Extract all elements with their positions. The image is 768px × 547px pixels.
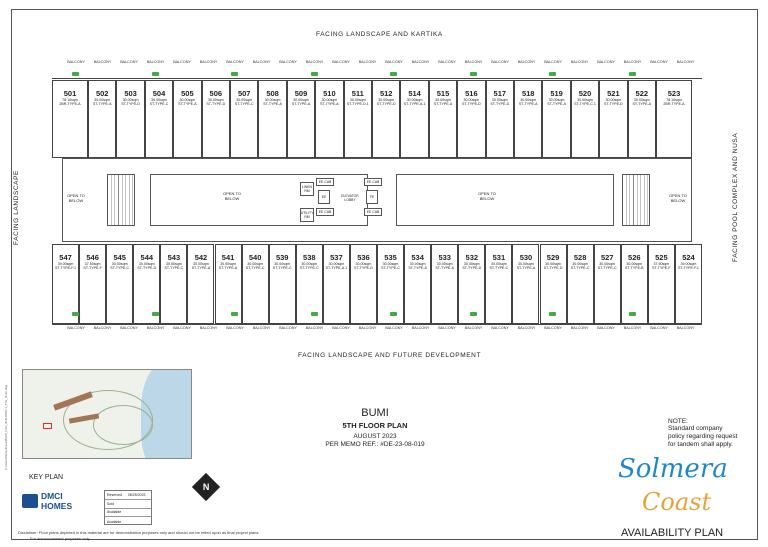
unit-number: 517 — [493, 89, 507, 98]
unit-area: 30.00sqm — [463, 262, 480, 266]
developer-name: DMCI HOMES — [40, 491, 73, 511]
unit-area: 78.10sqm — [666, 98, 682, 102]
unit-type: ST-TYPE-C — [299, 266, 319, 271]
unit-512[interactable] — [372, 80, 400, 158]
unit-505[interactable] — [173, 80, 201, 158]
unit-area: 30.00sqm — [548, 98, 565, 102]
unit-546[interactable] — [79, 244, 106, 324]
planter-icon — [72, 72, 79, 76]
unit-507[interactable] — [230, 80, 258, 158]
unit-type: ST-TYPE-C.1 — [574, 102, 596, 107]
balcony-label: BALCONY — [411, 60, 430, 64]
unit-number: 525 — [655, 253, 668, 262]
balcony-label: BALCONY — [544, 326, 562, 330]
unit-area: 30.00sqm — [599, 262, 616, 266]
balcony-label: BALCONY — [93, 326, 112, 330]
balcony-label: BALCONY — [146, 60, 165, 64]
note-heading: NOTE: — [668, 418, 688, 425]
balcony-label: BALCONY — [226, 326, 244, 330]
facing-top-label: FACING LANDSCAPE AND KARTIKA — [316, 31, 443, 38]
unit-number: 515 — [436, 89, 450, 98]
unit-type: ST-TYPE-A.1 — [403, 102, 426, 107]
unit-type: ST-TYPE-C — [234, 102, 254, 107]
unit-number: 516 — [465, 89, 478, 98]
balcony-label: BALCONY — [226, 60, 244, 64]
unit-area: 37.50sqm — [84, 262, 101, 266]
unit-number: 533 — [438, 253, 451, 262]
balcony-label: BALCONY — [517, 60, 536, 64]
unit-514[interactable] — [400, 80, 428, 158]
planter-icon — [629, 312, 636, 316]
facing-right-label: FACING POOL COMPLEX AND NUSA — [732, 132, 739, 262]
unit-number: 507 — [237, 89, 251, 98]
unit-number: 541 — [221, 253, 235, 262]
unit-area: 30.00sqm — [111, 262, 128, 266]
planter-icon — [152, 312, 159, 316]
unit-538[interactable] — [296, 244, 323, 324]
balcony-label: BALCONY — [491, 326, 509, 330]
open-to-below-center-right — [396, 174, 614, 226]
planter-icon — [72, 312, 79, 316]
unit-area: 30.00sqm — [545, 262, 561, 266]
unit-type: ST-TYPE-C — [245, 266, 265, 271]
unit-number: 545 — [113, 253, 126, 262]
unit-number: 539 — [275, 253, 289, 262]
unit-area: 30.00sqm — [193, 262, 209, 266]
unit-509[interactable] — [287, 80, 315, 158]
unit-number: 529 — [546, 253, 560, 262]
building-location-marker — [43, 423, 52, 429]
unit-type: ST-TYPE-A — [433, 102, 453, 107]
balcony-label: BALCONY — [570, 60, 589, 64]
note-body: Standard company policy regarding request for tandem shall apply. — [668, 425, 738, 448]
unit-539[interactable] — [269, 244, 296, 324]
unit-area: 30.00sqm — [94, 98, 111, 102]
unit-number: 537 — [330, 253, 343, 262]
balcony-label: BALCONY — [438, 60, 456, 64]
unit-537[interactable] — [323, 244, 350, 324]
planter-icon — [390, 312, 397, 316]
unit-number: 527 — [600, 253, 614, 262]
unit-527[interactable] — [594, 244, 621, 324]
balcony-label: BALCONY — [332, 326, 350, 330]
unit-type: ST-TYPE-D — [461, 102, 481, 107]
ee-box: EE — [318, 190, 330, 204]
unit-area: 30.00sqm — [355, 262, 372, 266]
unit-number: 540 — [248, 253, 262, 262]
linen-room: LINEN RM — [300, 182, 314, 196]
unit-number: 521 — [607, 89, 620, 98]
unit-502[interactable] — [88, 80, 116, 158]
unit-area: 30.00sqm — [436, 262, 453, 266]
unit-area: 30.00sqm — [378, 98, 395, 102]
unit-type: ST-TYPE-C — [597, 266, 617, 271]
floor-plan-title: 5TH FLOOR PLAN — [342, 421, 408, 430]
unit-number: 534 — [411, 253, 424, 262]
balcony-label: BALCONY — [570, 326, 589, 330]
unit-type: ST-TYPE-C — [381, 266, 400, 271]
unit-type: ST-TYPE-D — [603, 102, 623, 107]
planter-icon — [311, 72, 318, 76]
balcony-label: BALCONY — [676, 326, 695, 330]
unit-number: 514 — [408, 89, 421, 98]
unit-type: ST-TYPE-D — [376, 102, 396, 107]
unit-type: ST-TYPE-D — [121, 102, 140, 107]
unit-545[interactable] — [106, 244, 133, 324]
unit-number: 503 — [124, 89, 137, 98]
balcony-label: BALCONY — [279, 326, 297, 330]
key-plan-map — [22, 369, 192, 459]
availability-plan-label: AVAILABILITY PLAN — [621, 527, 724, 539]
unit-517[interactable] — [486, 80, 514, 158]
utility-room: UTILITY RM — [300, 208, 314, 222]
unit-area: 30.00sqm — [435, 98, 451, 102]
plan-date: AUGUST 2023 — [353, 433, 397, 440]
balcony-label: BALCONY — [67, 60, 85, 64]
unit-type: ST-TYPE-A — [191, 266, 211, 271]
unit-type: ST-TYPE-A.1 — [325, 266, 348, 271]
unit-540[interactable] — [242, 244, 269, 324]
balcony-label: BALCONY — [411, 326, 430, 330]
unit-516[interactable] — [457, 80, 485, 158]
balcony-label: BALCONY — [120, 60, 138, 64]
unit-area: 30.00sqm — [301, 262, 318, 266]
unit-number: 519 — [550, 89, 563, 98]
unit-type: ST-TYPE-A — [263, 102, 282, 107]
unit-number: 531 — [492, 253, 506, 262]
unit-type: ST-TYPE-A — [291, 102, 311, 107]
unit-type: 2BR-TYPE-A — [59, 102, 81, 107]
planter-icon — [311, 312, 318, 316]
unit-area: 30.00sqm — [122, 98, 139, 102]
unit-type: ST-TYPE-C — [110, 266, 130, 271]
balcony-label: BALCONY — [623, 326, 642, 330]
planter-icon — [231, 312, 238, 316]
balcony-label: BALCONY — [120, 326, 138, 330]
unit-area: 30.00sqm — [409, 262, 426, 266]
balcony-label: BALCONY — [438, 326, 456, 330]
balcony-label: BALCONY — [385, 326, 403, 330]
unit-501[interactable] — [52, 80, 88, 158]
open-label-left: OPEN TO BELOW — [67, 193, 85, 203]
balcony-label: BALCONY — [517, 326, 536, 330]
unit-type: ST-TYPE-A — [92, 102, 112, 107]
memo-reference: PER MEMO REF.: #DE-23-08-019 — [325, 441, 425, 448]
unit-number: 504 — [152, 89, 166, 98]
unit-504[interactable] — [145, 80, 173, 158]
unit-area: 30.00sqm — [321, 98, 338, 102]
unit-518[interactable] — [514, 80, 542, 158]
open-label-right: OPEN TO BELOW — [669, 193, 687, 203]
unit-type: ST-TYPE-F — [83, 266, 102, 271]
stair-right — [622, 174, 650, 226]
ee-cab-2: EE CAB — [316, 208, 334, 216]
balcony-label: BALCONY — [597, 326, 615, 330]
balcony-label: BALCONY — [67, 326, 85, 330]
dmci-icon — [22, 494, 38, 508]
building-name: BUMI — [361, 407, 389, 419]
unit-number: 520 — [578, 89, 592, 98]
balcony-label: BALCONY — [623, 60, 642, 64]
legend-row-1: Reserved 08/25/2023 — [105, 491, 151, 500]
unit-525[interactable] — [648, 244, 675, 324]
unit-508[interactable] — [258, 80, 286, 158]
unit-523[interactable] — [656, 80, 692, 158]
facing-left-label: FACING LANDSCAPE — [13, 170, 20, 245]
unit-area: 30.00sqm — [605, 98, 622, 102]
unit-534[interactable] — [404, 244, 431, 324]
unit-type: ST-TYPE-F.1 — [677, 266, 699, 271]
planter-icon — [470, 72, 477, 76]
balcony-label: BALCONY — [146, 326, 165, 330]
planter-icon — [629, 72, 636, 76]
unit-area: 30.00sqm — [633, 98, 650, 102]
balcony-label: BALCONY — [650, 60, 668, 64]
unit-number: 544 — [140, 253, 154, 262]
unit-number: 535 — [384, 253, 397, 262]
unit-type: ST-TYPE-A — [518, 102, 538, 107]
open-label-center-right: OPEN TO BELOW — [478, 191, 496, 201]
elevator-lobby: ELEVATOR LOBBY — [336, 190, 364, 206]
unit-type: ST-TYPE-A — [516, 266, 536, 271]
unit-type: ST-TYPE-C — [149, 102, 169, 107]
unit-number: 528 — [573, 253, 587, 262]
unit-type: ST-TYPE-F — [652, 266, 671, 271]
unit-number: 506 — [209, 89, 223, 98]
unit-area: 30.00sqm — [328, 262, 345, 266]
balcony-label: BALCONY — [252, 326, 271, 330]
legend-row-4: Available — [107, 519, 122, 524]
unit-number: 543 — [167, 253, 181, 262]
unit-type: ST-TYPE-A — [218, 266, 238, 271]
unit-number: 532 — [465, 253, 479, 262]
unit-area: 39.00sqm — [680, 262, 697, 266]
balcony-label: BALCONY — [491, 60, 509, 64]
unit-type: ST-TYPE-D — [543, 266, 563, 271]
unit-area: 37.50sqm — [653, 262, 670, 266]
unit-type: ST-TYPE-A — [178, 102, 197, 107]
balcony-label: BALCONY — [279, 60, 297, 64]
planter-icon — [549, 72, 556, 76]
unit-area: 30.00sqm — [179, 98, 196, 102]
unit-number: 522 — [635, 89, 649, 98]
unit-area: 30.00sqm — [247, 262, 264, 266]
unit-number: 547 — [59, 253, 72, 262]
key-plan-label: KEY PLAN — [29, 474, 64, 481]
unit-type: ST-TYPE-C — [570, 266, 590, 271]
fe-box: FE — [366, 190, 378, 204]
balcony-label: BALCONY — [597, 60, 615, 64]
planter-icon — [231, 72, 238, 76]
unit-number: 511 — [351, 89, 364, 98]
unit-area: 30.00sqm — [518, 262, 534, 266]
unit-number: 501 — [63, 89, 77, 98]
unit-area: 30.00sqm — [207, 98, 224, 102]
unit-area: 30.00sqm — [463, 98, 480, 102]
floor-plan — [32, 62, 722, 342]
balcony-label: BALCONY — [544, 60, 562, 64]
unit-type: ST-TYPE-A — [632, 102, 652, 107]
unit-area: 30.00sqm — [264, 98, 281, 102]
unit-area: 30.00sqm — [490, 262, 507, 266]
balcony-label: BALCONY — [252, 60, 271, 64]
unit-type: ST-TYPE-B — [625, 266, 644, 271]
planter-icon — [390, 72, 397, 76]
unit-type: ST-TYPE-A — [547, 102, 566, 107]
unit-type: ST-TYPE-C — [272, 266, 292, 271]
legend-row-3: Available — [105, 509, 151, 518]
unit-type: ST-TYPE-F.1 — [55, 266, 77, 271]
unit-number: 512 — [379, 89, 393, 98]
unit-area: 30.00sqm — [165, 262, 182, 266]
balcony-label: BALCONY — [464, 326, 483, 330]
disclaimer-text: Disclaimer: Floor plans depicted in this material are for demonstration purposes only and should not be relied upon as final project plans. — [18, 530, 260, 535]
planter-icon — [152, 72, 159, 76]
legend-table — [104, 490, 152, 525]
unit-area: 39.00sqm — [57, 262, 74, 266]
unit-area: 30.00sqm — [236, 98, 253, 102]
unit-number: 546 — [86, 253, 99, 262]
unit-number: 536 — [357, 253, 370, 262]
open-label-center-left: OPEN TO BELOW — [223, 191, 241, 201]
north-arrow-icon: N — [192, 473, 220, 501]
unit-519[interactable] — [542, 80, 570, 158]
unit-type: ST-TYPE-C — [164, 266, 184, 271]
unit-number: 518 — [521, 89, 535, 98]
unit-area: 30.00sqm — [274, 262, 291, 266]
balcony-label: BALCONY — [358, 326, 377, 330]
unit-528[interactable] — [567, 244, 594, 324]
unit-number: 509 — [294, 89, 308, 98]
unit-area: 30.00sqm — [491, 98, 508, 102]
unit-type: ST-TYPE-D — [137, 266, 157, 271]
balcony-label: BALCONY — [305, 60, 324, 64]
unit-type: ST-TYPE-D — [462, 266, 482, 271]
ee-cab-1: EE CAB — [316, 178, 334, 186]
unit-type: ST-TYPE-A — [320, 102, 339, 107]
disclaimer-text-2: For announcement purposes only. — [30, 536, 91, 541]
developer-logo — [22, 490, 96, 512]
planter-icon — [470, 312, 477, 316]
unit-type: ST-TYPE-D — [490, 102, 510, 107]
unit-number: 523 — [667, 89, 681, 98]
unit-number: 502 — [95, 89, 109, 98]
unit-511[interactable] — [344, 80, 372, 158]
unit-type: 2BR-TYPE-A — [663, 102, 685, 107]
unit-area: 30.00sqm — [406, 98, 423, 102]
unit-number: 538 — [303, 253, 316, 262]
unit-type: ST-TYPE-D — [206, 102, 226, 107]
unit-number: 508 — [266, 89, 279, 98]
unit-530[interactable] — [512, 244, 539, 324]
facing-bottom-label: FACING LANDSCAPE AND FUTURE DEVELOPMENT — [298, 352, 482, 359]
balcony-label: BALCONY — [385, 60, 403, 64]
balcony-label: BALCONY — [173, 60, 191, 64]
unit-area: 30.00sqm — [138, 262, 155, 266]
unit-number: 524 — [682, 253, 695, 262]
unit-type: ST-TYPE-A — [408, 266, 427, 271]
unit-area: 30.00sqm — [293, 98, 309, 102]
unit-number: 505 — [181, 89, 194, 98]
balcony-label: BALCONY — [173, 326, 191, 330]
unit-number: 530 — [519, 253, 533, 262]
unit-type: ST-TYPE-D.1 — [346, 102, 369, 107]
file-path-text: C:\Users\file\Solmera\BUMI_CAD_BUILDING 1_5TH_Bumi.dwg — [4, 384, 8, 470]
ee-cab-4: EE CAB — [364, 208, 382, 216]
brand-logo-coast: Coast — [642, 488, 712, 516]
legend-row-2: Sold — [105, 500, 151, 509]
balcony-label: BALCONY — [676, 60, 695, 64]
unit-number: 542 — [194, 253, 208, 262]
unit-520[interactable] — [571, 80, 599, 158]
unit-524[interactable] — [675, 244, 702, 324]
unit-510[interactable] — [315, 80, 343, 158]
unit-536[interactable] — [350, 244, 377, 324]
unit-area: 30.00sqm — [572, 262, 589, 266]
unit-533[interactable] — [431, 244, 458, 324]
balcony-label: BALCONY — [358, 60, 377, 64]
balcony-label: BALCONY — [199, 60, 218, 64]
balcony-label: BALCONY — [650, 326, 668, 330]
unit-506[interactable] — [202, 80, 230, 158]
unit-515[interactable] — [429, 80, 457, 158]
unit-type: ST-TYPE-C — [489, 266, 509, 271]
balcony-label: BALCONY — [332, 60, 350, 64]
unit-area: 30.00sqm — [220, 262, 236, 266]
brand-logo-solmera: Solmera — [618, 454, 728, 484]
unit-521[interactable] — [599, 80, 627, 158]
unit-number: 526 — [628, 253, 641, 262]
stair-left — [107, 174, 135, 226]
unit-503[interactable] — [116, 80, 144, 158]
unit-area: 30.00sqm — [626, 262, 643, 266]
unit-type: ST-TYPE-D — [354, 266, 373, 271]
unit-522[interactable] — [628, 80, 656, 158]
ee-cab-3: EE CAB — [364, 178, 382, 186]
balcony-label: BALCONY — [93, 60, 112, 64]
unit-531[interactable] — [485, 244, 512, 324]
unit-area: 30.00sqm — [349, 98, 366, 102]
unit-area: 78.10sqm — [62, 98, 78, 102]
balcony-label: BALCONY — [305, 326, 324, 330]
balcony-label: BALCONY — [464, 60, 483, 64]
balcony-label: BALCONY — [199, 326, 218, 330]
unit-area: 30.00sqm — [520, 98, 537, 102]
unit-542[interactable] — [187, 244, 214, 324]
unit-type: ST-TYPE-A — [435, 266, 454, 271]
unit-area: 30.00sqm — [382, 262, 399, 266]
unit-543[interactable] — [160, 244, 187, 324]
planter-icon — [549, 312, 556, 316]
unit-area: 30.00sqm — [151, 98, 167, 102]
unit-area: 30.00sqm — [577, 98, 593, 102]
unit-number: 510 — [323, 89, 336, 98]
